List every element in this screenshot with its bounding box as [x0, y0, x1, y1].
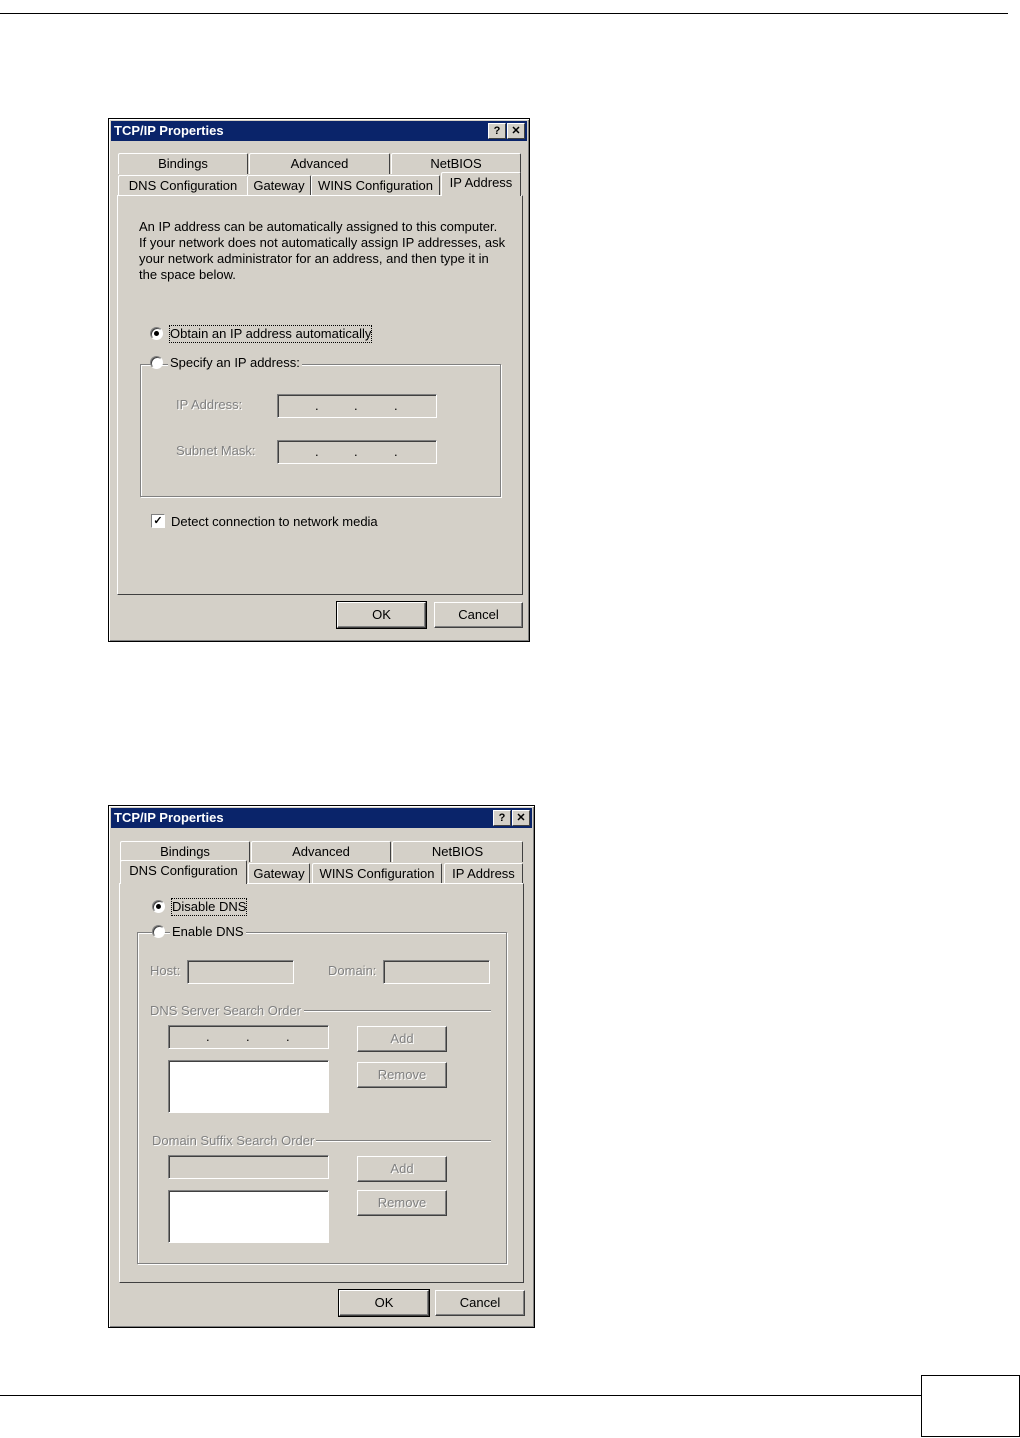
suffix-remove-button[interactable]: Remove: [357, 1190, 447, 1216]
domain-field[interactable]: [383, 960, 490, 984]
dns-server-ip-field[interactable]: . . .: [168, 1025, 329, 1049]
tab-dns-configuration[interactable]: DNS Configuration: [120, 860, 247, 884]
tab-bindings[interactable]: Bindings: [118, 153, 248, 174]
footer-rule: [0, 1395, 921, 1396]
subnet-mask-field[interactable]: . . .: [277, 440, 437, 464]
dns-remove-button[interactable]: Remove: [357, 1062, 447, 1088]
description-line-3: your network administrator for an address, and then type it in: [139, 251, 489, 266]
description-line-4: the space below.: [139, 267, 236, 282]
detect-media-checkbox[interactable]: [151, 514, 165, 528]
tab-panel-dns-configuration: [119, 883, 524, 1283]
cancel-button[interactable]: Cancel: [434, 602, 523, 628]
disable-dns-label[interactable]: Disable DNS: [172, 899, 247, 914]
radio-selected-icon: [154, 331, 159, 336]
subnet-mask-label: Subnet Mask:: [176, 443, 256, 458]
specify-ip-groupbox: [140, 364, 501, 497]
tab-netbios[interactable]: NetBIOS: [391, 153, 521, 174]
help-button[interactable]: ?: [493, 810, 511, 826]
title-bar: [111, 121, 527, 141]
description-line-1: An IP address can be automatically assigned to this computer.: [139, 219, 498, 234]
enable-dns-label[interactable]: Enable DNS: [172, 924, 244, 939]
specify-ip-label[interactable]: Specify an IP address:: [170, 355, 300, 370]
page-number-box: [921, 1375, 1020, 1437]
dns-search-order-label: DNS Server Search Order: [150, 1003, 301, 1018]
tab-netbios[interactable]: NetBIOS: [392, 841, 523, 862]
ip-address-label: IP Address:: [176, 397, 243, 412]
tab-gateway[interactable]: Gateway: [247, 175, 311, 196]
tab-bindings[interactable]: Bindings: [120, 841, 250, 862]
tab-wins-configuration[interactable]: WINS Configuration: [311, 175, 440, 196]
tab-ip-address[interactable]: IP Address: [441, 172, 521, 196]
help-button[interactable]: ?: [488, 123, 506, 139]
tab-panel-ip-address: [117, 195, 523, 595]
enable-dns-radio[interactable]: [152, 925, 165, 938]
dns-search-order-divider: [304, 1010, 491, 1012]
radio-selected-icon: [156, 904, 161, 909]
obtain-ip-label[interactable]: Obtain an IP address automatically: [170, 326, 372, 341]
tab-advanced[interactable]: Advanced: [249, 153, 390, 174]
ok-button[interactable]: OK: [337, 602, 426, 628]
tcpip-properties-dialog-ip: [108, 118, 530, 642]
obtain-ip-radio[interactable]: [150, 327, 163, 340]
tab-advanced[interactable]: Advanced: [251, 841, 391, 862]
specify-ip-radio[interactable]: [150, 356, 163, 369]
title-bar: [111, 808, 532, 828]
host-field[interactable]: [187, 960, 294, 984]
tab-wins-configuration[interactable]: WINS Configuration: [312, 863, 442, 884]
ip-address-field[interactable]: . . .: [277, 394, 437, 418]
domain-suffix-divider: [316, 1140, 491, 1142]
ok-button[interactable]: OK: [339, 1290, 429, 1316]
close-button[interactable]: [507, 123, 525, 139]
tcpip-properties-dialog-dns: [108, 805, 535, 1328]
header-rule: [0, 13, 1008, 14]
dns-add-button[interactable]: Add: [357, 1026, 447, 1052]
disable-dns-radio[interactable]: [152, 900, 165, 913]
tab-ip-address[interactable]: IP Address: [444, 863, 523, 884]
close-icon: ✕: [516, 812, 526, 824]
close-icon: ✕: [511, 125, 521, 137]
suffix-add-button[interactable]: Add: [357, 1156, 447, 1182]
domain-suffix-list[interactable]: [168, 1190, 329, 1243]
checkmark-icon: ✓: [153, 515, 163, 527]
dialog-title: TCP/IP Properties: [114, 123, 224, 138]
domain-suffix-field[interactable]: [168, 1155, 329, 1179]
tab-dns-configuration[interactable]: DNS Configuration: [118, 175, 248, 196]
tab-gateway[interactable]: Gateway: [248, 863, 310, 884]
dialog-title: TCP/IP Properties: [114, 810, 224, 825]
host-label: Host:: [150, 963, 181, 978]
dns-server-list[interactable]: [168, 1060, 329, 1113]
domain-label: Domain:: [328, 963, 377, 978]
cancel-button[interactable]: Cancel: [435, 1290, 525, 1316]
detect-media-label[interactable]: Detect connection to network media: [171, 514, 378, 529]
description-line-2: If your network does not automatically assign IP addresses, ask: [139, 235, 506, 250]
domain-suffix-label: Domain Suffix Search Order: [152, 1133, 315, 1148]
close-button[interactable]: [512, 810, 530, 826]
